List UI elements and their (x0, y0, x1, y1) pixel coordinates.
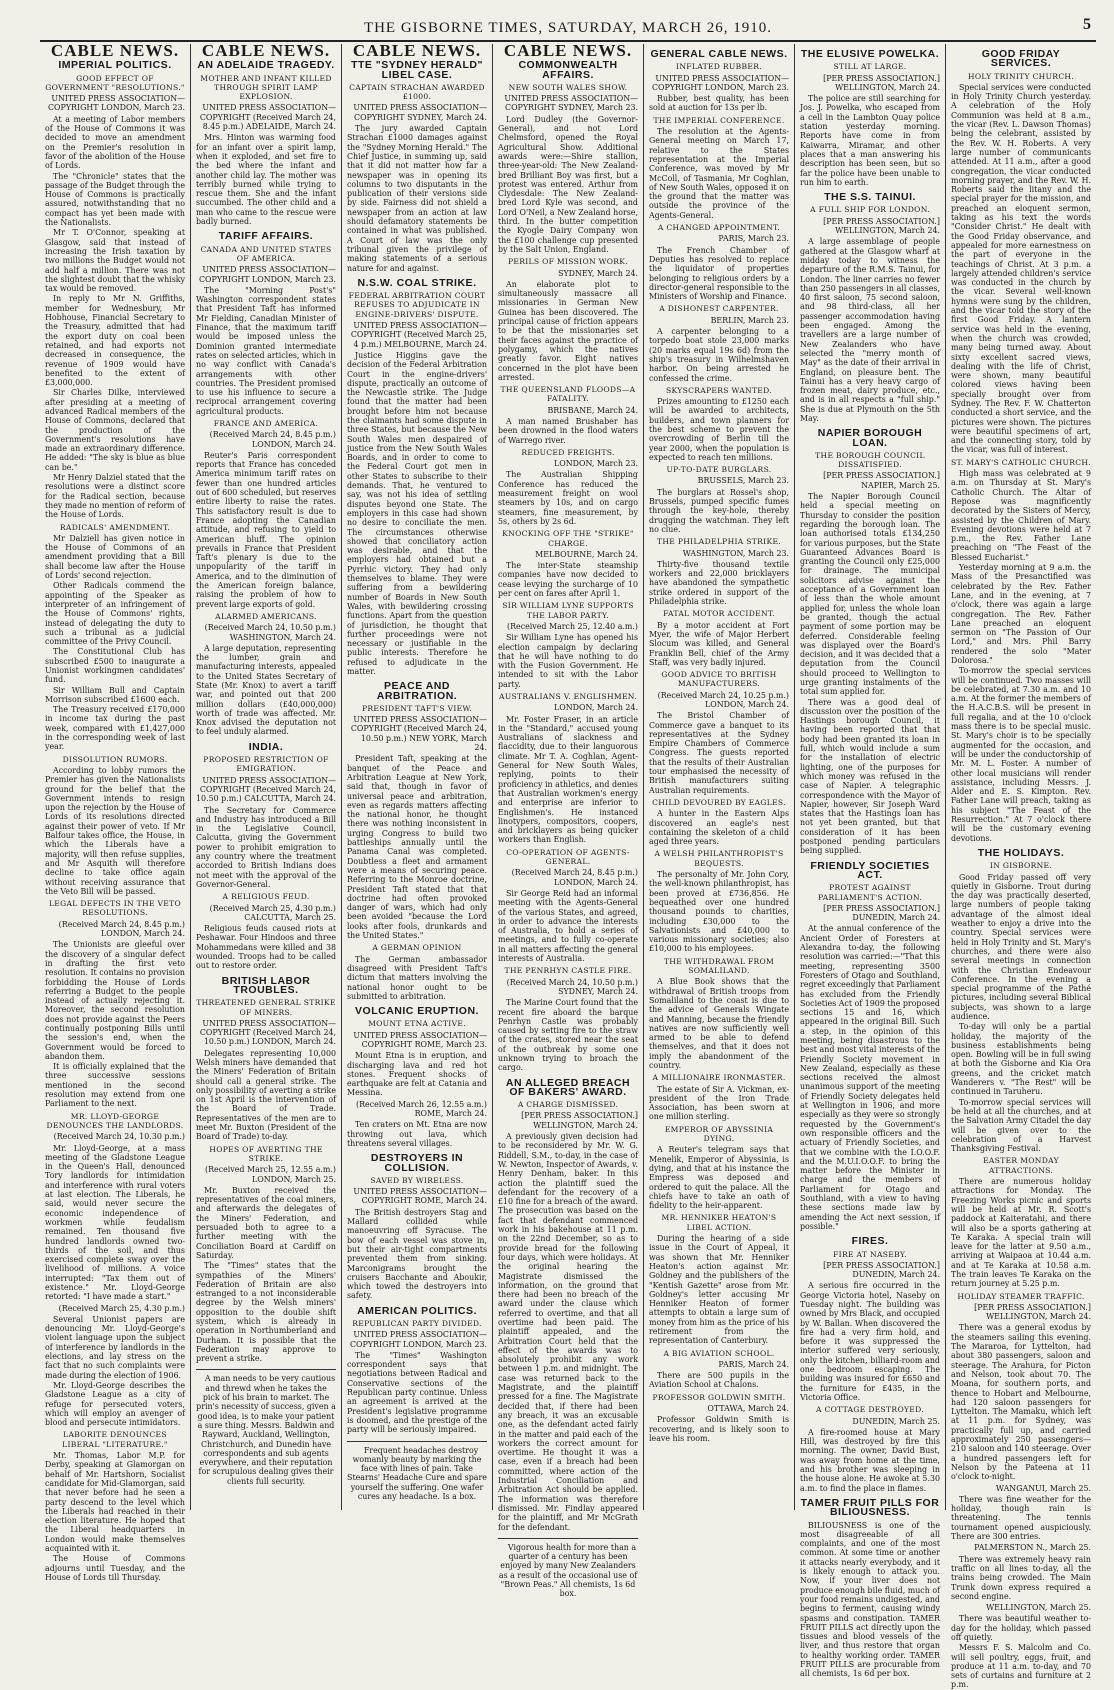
paragraph: Rubber, best quality, has been sold at auction for 13s per lb. (649, 94, 789, 113)
subheading: A FULL SHIP FOR LONDON. (810, 205, 930, 215)
section-heading: AN ALLEGED BREACH OF BAKERS' AWARD. (505, 1076, 631, 1098)
subheading: REDUCED FREIGHTS. (521, 447, 615, 457)
paragraph: Mr. Lloyd-George describes the Gladstone League as a city of refuge for persecuted voters, which will employ an avenger of blood and persecute intimidators. (45, 1380, 185, 1428)
subheading: A BIG AVIATION SCHOOL. (663, 1348, 775, 1358)
subheading: PROFESSOR GOLDWIN SMITH. (652, 1392, 786, 1402)
subheading: LEGAL DEFECTS IN THE VETO RESOLUTIONS. (48, 899, 182, 918)
subheading: CANADA AND UNITED STATES OF AMERICA. (200, 244, 332, 263)
dateline: UNITED PRESS ASSOCIATION—COPYRIGHT SYDNEY, March 24. (353, 103, 487, 122)
dateline: UNITED PRESS ASSOCIATION—COPYRIGHT LONDON, March 23. (48, 94, 185, 113)
paragraph: Ten craters on Mt. Etna are now throwing out lava, which threatens several villages. (347, 1120, 487, 1148)
paragraph: Special services were conducted in Holy Trinity Church yesterday. A celebration of the Holy Communion was held at 8 a.m., the vicar (Rev. L. Dawson Thomas) being the celebrant, assisted by the Rev. W. H. Roberts. A very large number of communicants attended. At 11 a.m., after a good congregation, the vicar conducted morning prayer, and the Rev. W. H. Roberts said the litany and the special prayer for the mission, and preached an eloquent sermon, taking as his text the words "Consider Christ." He dealt with the Good Friday observance, and appealed for more earnestness on the part of everyone in the teachings of Christ. At 3 p.m. a largely attended children's service was conducted in the church by the vicar. Several well-known hymns were sung by the children, and the vicar told the story of the first Good Friday. A lantern service was held in the evening, when the church was crowded, many being turned away. About sixty excellent sacred views, dealing with the life of Christ, were shown, many beautiful colored views having been specially brought over from Sydney. The Rev. F. W. Chatterton conducted a short service, and the pictures were shown. The pictures were beautiful specimens of art, and the connecting story, told by the vicar, was full of interest. (951, 82, 1091, 455)
dateline: [PER PRESS ASSOCIATION.] WELLINGTON, March 24. (823, 216, 940, 236)
columns (40, 41, 1096, 1690)
dateline: BRISBANE, March 24. (547, 405, 638, 415)
paragraph: There was a good deal of discussion over the position of the Hastings borough Council, it having been reported that that body had been granted its loan in full, which would include a sum for the installation of electric lighting, one of the purposes for which money was refused in the case of Napier. A telegraphic correspondence with the Mayor of Napier, however, Sir Joseph Ward states that the Hastings loan has not yet been granted, but that consideration of it has been postponed pending particulars being supplied. (800, 697, 940, 856)
dateline: PALMERSTON N., March 25. (974, 1543, 1091, 1553)
paragraph: There are 500 pupils in the Aviation School at Chalons. (649, 1371, 789, 1390)
subheading: PROPOSED RESTRICTION OF EMIGRATION. (203, 755, 329, 774)
subheading: SKYSCRAPERS WANTED. (666, 385, 772, 395)
dateline: (Received March 24, 8.45 p.m.) LONDON, March 24. (58, 919, 185, 939)
paragraph: Messrs F. S. Malcolm and Co. will sell poultry, eggs, fruit, and produce at 11 a.m. to-day, and 70 sets of curtains and furniture at 2 p.m. (951, 1643, 1091, 1690)
section-heading: VOLCANIC ERUPTION. (355, 1005, 479, 1018)
subheading: THE BOROUGH COUNCIL DISSATISFIED. (815, 450, 925, 470)
section-heading: THE HOLIDAYS. (977, 846, 1065, 859)
paragraph: Good Friday passed off very quietly in Gisborne. Trout during the day was practically deserted, large numbers of people taking advantage of the almost ideal weather to enjoy a drive into the country. Special services were held in Holy Trinity and St. Mary's churches, and there were also several meetings in connection with the Christian Endeavour Conference. In the evening a special programme of the Pathé pictures, including several Biblical subjects, was shown to a large audience. (951, 872, 1091, 1021)
section-heading: INDIA. (248, 740, 284, 753)
column-heading: CABLE NEWS. (201, 41, 331, 60)
paragraph: A fire-roomed house at Mary Hill, was destroyed by fire this morning. The owner, David Bust, was away from home at the time, and his brother was sleeping in the house alone. He awoke at 5.30 a.m. to find the place in flames. (800, 1427, 940, 1493)
section-heading: TAMER FRUIT PILLS FOR BILIOUSNESS. (800, 1496, 940, 1519)
subheading: REPUBLICAN PARTY DIVIDED. (352, 1319, 482, 1328)
dateline: UNITED PRESS ASSOCIATION—COPYRIGHT (Received March 25, 4 p.m.) MELBOURNE, March 24. (350, 321, 487, 349)
dateline: [PER PRESS ASSOCIATION.] WELLINGTON, March 24. (974, 1302, 1091, 1322)
subheading: GOOD ADVICE TO BRITISH MANUFACTURERS. (661, 670, 777, 689)
section-heading: GENERAL CABLE NEWS. (650, 48, 788, 60)
advertisement: Frequent headaches destroy womanly beauty by marking the face with lines of pain. Take Stearns' Headache Cure and spare yourself the suffering. One wafer cures any headache. Is a box. (347, 1441, 487, 1502)
dateline: WANGANUI, March 25. (995, 1483, 1091, 1493)
dateline: LONDON, March 23. (554, 459, 638, 469)
column-heading: CABLE NEWS. (352, 41, 482, 60)
paragraph: During the hearing of a side issue in the Court of Appeal, it was shown that Mr. Henniker Heaton's action against Mr. Goldney and the publishers of the "Kentish Gazette" arose from Mr. Goldney's letter accusing Mr Henniker Heaton of former attempts to obtain a large sum of money from him as the price of his retirement from the representation of Canterbury. (649, 1234, 789, 1346)
paragraph: The "Chronicle" states that the passage of the Budget through the House of Commons is practically assured, notwithstanding that no compact has yet been made with the Nationalists. (45, 171, 185, 228)
subheading: FATAL MOTOR ACCIDENT. (663, 609, 775, 619)
column-6 (794, 44, 945, 1679)
subheading: THE QUEENSLAND FLOODS—A FATALITY. (500, 385, 636, 404)
dateline: (Received March 24, 10.50 p.m.) SYDNEY, March 24. (506, 977, 638, 996)
dateline: (Received March 25, 12.55 a.m.) LONDON, March 25. (205, 1165, 336, 1184)
subheading: DISSOLUTION RUMORS. (62, 754, 168, 764)
paragraph: The resolution at the Agents-General meeting on March 17, relative to the States representation at the Imperial Conference, was moved by Mr McColl, of Tasmania, Mr Coghlan, of New South Wales, opposed it on the ground that the matter was outside the province of the Agents-General. (649, 127, 789, 220)
section-heading: THE ELUSIVE POWELKA. (800, 48, 940, 60)
subheading: PRESIDENT TAFT'S VIEW. (361, 703, 472, 713)
paragraph: There was extremely heavy rain traffic on all lines to-day, all the trains being crowded. The Main Trunk down express required a second engine. (951, 1554, 1091, 1601)
subheading: THE PHILADELPHIA STRIKE. (656, 537, 782, 547)
paragraph: Yesterday morning at 9 a.m. the Mass of the Presanctified was celebrated by the Rev. Father Lane, and in the evening, at 7 o'clock, there was again a large congregation. The Rev. Father Lane preached an eloquent sermon on "The Passion of Our Lord," and Mrs. Phil Barry rendered the solo "Mater Dolorosa." (951, 563, 1091, 665)
paragraph: The "Morning Post's" Washington correspondent states that President Taft has informed Mr Fielding, Canadian Minister of Finance, that the maximum tariff would be imposed unless the Dominion granted intermediate rates on selected articles, which in no way conflict with Canada's arrangements with other countries. The President promised to use his influence to secure a reciprocal arrangement covering agricultural products. (196, 285, 336, 416)
section-heading: AN ADELAIDE TRAGEDY. (197, 59, 335, 72)
dateline: (Received March 24, 10.50 p.m.) WASHINGTON, March 24. (204, 623, 336, 642)
paragraph: By a motor accident at Fort Myer, the wife of Major Herbert Slocum was killed, and General Franklin Bell, chief of the Army Staff, was very badly injured. (649, 620, 789, 667)
dateline: (Received March 25, 4.30 p.m.) (58, 1303, 185, 1313)
paragraph: The Bristol Chamber of Commerce gave a banquet to its representatives at the Sydney Empire Chambers of Commerce Congress. The guests reported that the results of their Australian tour emphasised the necessity of British manufacturers suiting Australian requirements. (649, 711, 789, 795)
paragraph: Justice Higgins gave the decision of the Federal Arbitration Court in the engine-drivers' dispute, practically an outcome of the Newcastle strike. The Judge found that the matter had been brought before him not because the claimants had some dispute in three States, but because the New South Wales men despaired of justice from the New South Wales Boards, and in order to come to the Federal Court got men in other States to subscribe to their demands. That, he ventured to say, was not his idea of settling disputes beyond one State. The employers in this case had shown no desire to conciliate the men. The circumstances otherwise showed that conciliatory action was desirable, and that the employers had obtained but a Pyrrhic victory. They had only themselves to blame. They were suffering from a bewildering number of Boards in New South Wales, with bewildering crossing functions. Apart from the question of jurisdiction, he thought that further proceedings were not necessary or justifiable in the public interests. Therefore he refused to adjudicate in the matter. (347, 350, 487, 676)
paragraph: Mr Henry Dalziel stated that the resolutions were a distinct score for the Radical section, because they made no mention of reform of the House of Lords. (45, 473, 185, 520)
dateline: PARIS, March 24. (718, 1359, 789, 1369)
paragraph: A large assemblage of people gathered at the Glasgow wharf at midday today to witness the departure of the R.M.S. Tainui, for London. The liner carries no fewer than 250 passengers in all classes, 40 first saloon, 75 second saloon, and 98 third-class, all her passenger accommodation having been engaged. Among the travellers are a large number of New Zealanders who have selected the "merry month of May" as the date of their arrival in England, on pleasure bent. The Tainui has a very heavy cargo of frozen meat, dairy produce, etc., and is in all respects a "full ship." She is due at Plymouth on the 5th May. (800, 237, 940, 423)
paragraph: Mr. Thomas, Labor M.P. for Derby, speaking at Glamorgan on behalf of Mr. Hartshorn, Socialist candidate for Mid-Glamorgan, said that never before had he seen a party descend to the level which the Liberals had reached in their election literature. He hoped that the Liberal headquarters in London would make themselves acquainted with it. (45, 1451, 185, 1554)
subheading: HOLY TRINITY CHURCH. (967, 71, 1075, 81)
section-heading: GOOD FRIDAY SERVICES. (981, 48, 1061, 70)
paragraph: Other Radicals commend the appointing of the Speaker as interpreter of an infringement of the House of Commons' rights, instead of delegating the duty to such a tribunal as a judicial committee of the Privy Council. (45, 581, 185, 647)
subheading: SIR WILLIAM LYNE SUPPORTS THE LABOR PARTY. (502, 601, 634, 620)
dateline: UNITED PRESS ASSOCIATION—COPYRIGHT LONDON, March 23. (652, 73, 789, 92)
paragraph: Sir Charles Dilke, interviewed after presiding at a meeting of advanced Radical members of the House of Commons, declared that the production of the Government's resolutions have made an extraordinary difference. He added: "The sky is blue as blue can be." (45, 388, 185, 472)
subheading: CO-OPERATION OF AGENTS-GENERAL. (506, 847, 630, 867)
dateline: [PER PRESS ASSOCIATION.] WELLINGTON, March 24. (521, 1111, 638, 1130)
subheading: THE PENRHYN CASTLE FIRE. (504, 966, 632, 976)
subheading: THE WITHDRAWAL FROM SOMALILAND. (663, 956, 775, 976)
paragraph: The Treasury received £170,000 in income tax during the past week, compared with £1,427,000 in the corresponding week of last year. (45, 705, 185, 752)
paragraph: A Blue Book shows that the withdrawal of British troops from Somaliland to the coast is due to the advice of Generals Wingate and Manning, because the friendly natives are now sufficiently well armed to be able to defend themselves, and that it does not imply the abandonment of the country. (649, 977, 789, 1070)
paragraph: According to lobby rumors the Premier has given the Nationalists ground for the belief that the Government intends to resign upon the rejection by the House of Lords of its resolutions directed against their power of veto. If Mr Balfour takes office, the House, in which the Liberals have a majority, will then refuse supplies, and Mr Asquith will therefore decline to take office again without receiving assurance that the Veto Bill will be passed. (45, 765, 185, 896)
subheading: A GERMAN OPINION (372, 943, 462, 953)
section-heading: AMERICAN POLITICS. (357, 1304, 477, 1317)
paragraph: Mrs. Hinton was warming food for an infant over a spirit lamp, when it exploded, and set fire to the bed where the infant and another child lay. The mother was terribly burned while trying to rescue them. She and the infant succumbed. The other child and a man who came to the rescue were badly burned. (196, 133, 336, 227)
paragraph: Professor Goldwin Smith is recovering, and is likely soon to leave his room. (649, 1415, 789, 1443)
paragraph: The Unionists are gleeful over the discovery of a singular defect in drafting the first veto resolution. It contains no provision forbidding the House of Lords referring a Budget to the people instead of actually rejecting it. Moreover, the second resolution does not provide against the Peers continually postponing Bills until the session's end, when the Government would be forced to abandon them. (45, 940, 185, 1061)
column-heading: CABLE NEWS. (503, 41, 633, 60)
paragraph: It is officially explained that the three successive sessions mentioned in the second resolution may extend from one Parliament to the next. (45, 1062, 185, 1109)
dateline: [PER PRESS ASSOCIATION.] DUNEDIN, March 24. (823, 1260, 940, 1280)
subheading: FRANCE AND AMERICA. (213, 418, 319, 428)
paragraph: There was beautiful weather to-day for the holiday, which passed off quietly. (951, 1614, 1091, 1642)
paragraph: BILIOUSNESS is one of the most disagreeable of all complaints, and one of the most common. At some time or another it attacks nearly everybody, and it is likely enough to attack you. Now, if your liver does not produce enough bile fluid, much of your food remains undigested, and begins to ferment, causing windy spasms and constipation. TAMER FRUIT PILLS act directly upon the tissues and blood vessels of the liver, and thus restore that organ to healthy working order. TAMER FRUIT PILLS are procurable from all chemists, 1s 6d per box. (800, 1520, 940, 1679)
column-heading: CABLE NEWS. (50, 41, 180, 60)
subheading: CAPTAIN STRACHAN AWARDED £1000. (349, 82, 485, 102)
paragraph: The Australian Shipping Conference has reduced the measurement freight on wool steamers by 10s, and on cargo steamers, fine measurement, by 5s, others by 2s 6d. (498, 470, 638, 526)
dateline: UNITED PRESS ASSOCIATION—COPYRIGHT SYDNEY, March 23. (504, 94, 638, 113)
advertisement: Vigorous health for more than a quarter of a century has been enjoyed by many New Zealanders as a result of the occasional use of "Brown Peas." All chemists, 1s 6d box. (498, 1538, 638, 1599)
paragraph: Mount Etna is in eruption, and discharging lava and red hot stones. Frequent shocks of earthquake are felt at Catania and Messina. (347, 1051, 487, 1098)
dateline: UNITED PRESS ASSOCIATION—COPYRIGHT LONDON, March 23. (199, 265, 336, 284)
paragraph: At the annual conference of the Ancient Order of Foresters at Alexandra to-day, the following resolution was carried:—"That this meeting, representing 3500 Foresters of Otago and Southland, regret exceedingly that Parliament has excluded from the Friendly Societies Act of 1909 the proposed sections 15 and 16, which appeared in the original Bill. Such a step, in the opinion of this meeting, being disastrous to the best and most vital interests of the Friendly Society movement in New Zealand, especially as these sections received the almost unanimous support of the meeting of Friendly Society delegates held at Wellington in 1906, and more especially as they were so strongly requested by the Government's own responsible officers and the actuary of Friendly Societies, and that we combine with the I.O.O.F. and the M.U.I.O.O.F. to bring the matter before the Minister in charge and the members of Parliament for Otago and Southland, with a view to having these sections made law by amending the Act next session, if possible." (800, 924, 940, 1231)
subheading: MR. HENNIKER HEATON'S LIBEL ACTION. (661, 1213, 777, 1232)
dateline: SYDNEY, March 24. (558, 268, 638, 278)
dateline: UNITED PRESS ASSOCIATION—COPYRIGHT (Received March 24, 10.50 p.m.) NEW YORK, March 24. (350, 715, 487, 753)
paragraph: The "Times" states that the sympathies of the Miners' Federation of Britain are also estranged to a not inconsiderable degree by the Welsh miners' opposition to the double shift system, which is already in operation in Northumberland and Durham. It is possible that the Federation may approve to prevent a strike. (196, 1261, 336, 1364)
paragraph: The Marine Court found that the recent fire aboard the barque Penrhyn Castle was probably caused by setting fire to the straw of the crates, stored near the seat of the outbreak by some one unknown trying to broach the cargo. (498, 998, 638, 1073)
dateline: (Received March 25, 4.30 p.m.) CALCUTTA, March 25. (209, 903, 336, 922)
paragraph: The Napier Borough Council held a special meeting on Thursday to consider the position regarding the borough loan. The loan authorised totals £134,250 for various purposes, but the State Guaranteed Advances Board is granting the Council only £25,000 for drainage. The municipal solicitors advise against the acceptance of a Government loan of less than the whole amount applied for, unless the whole loan be granted, though the actual payment of some portion may be deferred. Considerable feeling was displayed over the Board's decision, and it was decided that a deputation from the Council should proceed to Wellington to urge granting instalments of the total sum applied for. (800, 492, 940, 697)
section-heading: TARIFF AFFAIRS. (218, 230, 314, 243)
section-heading: THE S.S. TAINUI. (824, 191, 916, 204)
dateline: WASHINGTON, March 23. (682, 548, 789, 558)
column-1 (40, 41, 190, 1582)
section-heading: COMMONWEALTH AFFAIRS. (518, 59, 618, 81)
paragraph: A Reuter's telegram says that Menelik, Emperor of Abyssinia, is dying, and that at his instance the Empress was deposed and ordered to quit the palace. All the chiefs have to take an oath of fidelity to the heir-apparent. (649, 1145, 789, 1211)
paragraph: The House of Commons adjourns until Tuesday, and the House of Lords till Thursday. (45, 1554, 185, 1582)
section-heading: DESTROYERS IN COLLISION. (370, 1152, 464, 1174)
subheading: HOLIDAY STEAMER TRAFFIC. (957, 1291, 1085, 1301)
subheading: THE IMPERIAL CONFERENCE. (653, 115, 785, 125)
section-heading: FRIENDLY SOCIETIES ACT. (810, 859, 930, 881)
dateline: (Received March 26, 12.55 a.m.) ROME, March 24. (356, 1099, 487, 1119)
paragraph: The German ambassador disagreed with President Taft's dictum that matters involving the national honor ought to be submitted to arbitration. (347, 954, 487, 1001)
section-heading: TTE "SYDNEY HERALD" LIBEL CASE. (351, 59, 483, 81)
dateline: UNITED PRESS ASSOCIATION—COPYRIGHT (Received March 24, 10.50 p.m.) LONDON, March 24. (199, 1018, 336, 1047)
column-5 (643, 44, 794, 1510)
subheading: MOUNT ETNA ACTIVE. (368, 1019, 466, 1029)
paragraph: Sir George Reid had an informal meeting with the Agents-General of the various States, and agreed, in order to advance the interests of Australia, to hold a series of meetings, and to fully co-operate in all matters affecting the general interests of Australia. (498, 888, 638, 964)
paragraph: There was a general exodus by the steamers sailing this evening. The Mararoa, for Lyttelton, had about 380 passengers, saloon and steerage. The Arahura, for Picton and Nelson, took about 70. The Moana, for southern ports, and thence to Hobart and Melbourne, had 120 saloon passengers for Lyttelton. The Mamaku, which left at 11 p.m. for Sydney, was practically full up, and carried approximately 250 passengers—210 saloon and 140 steerage. Over a hundred passengers left for Nelson by the Pateena at 11 o'clock to-night. (951, 1323, 1091, 1482)
paragraph: To-morrow special services will be held at all the churches, and at the Salvation Army Citadel the day will be given over to the celebration of a Harvest Thanksgiving Festival. (951, 1097, 1092, 1154)
paragraph: The French Chamber of Deputies has resolved to replace the liquidator of properties belonging to religious orders by a director-general responsible to the Ministers of Worship and Finance. (649, 245, 789, 302)
subheading: A WELSH PHILANTHROPIST'S BEQUESTS. (654, 849, 784, 868)
subheading: A MILLIONAIRE IRONMASTER. (652, 1073, 786, 1083)
column-3 (341, 41, 492, 1510)
dateline: (Received March 24, 8.45 p.m.) LONDON, March 24. (511, 868, 638, 887)
subheading: MR. LLOYD-GEORGE DENOUNCES THE LANDLORDS. (46, 1111, 184, 1130)
paragraph: The "Times" Washington correspondent says that negotiations between Radical and Conservative sections of the Republican party continue. Unless an agreement is arrived at the President's legislative programme is doomed, and the prestige of the party will be seriously impaired. (347, 1350, 487, 1435)
paragraph: There are numerous holiday attractions for Monday. The Freezing Works picnic and sports will be held at Mr. R. Scott's paddock at Kaiteratahi, and there will also be a sports gathering at Te Karaka. A special train will leave for the latter at 9.50 a.m., arriving at Waipaoa at 10.44 a.m. and at Te Karaka at 10.58 a.m. The train leaves Te Karaka on the return journey at 5.25 p.m. (951, 1177, 1091, 1289)
paragraph: Several Unionist papers are denouncing Mr. Lloyd-George's violent language upon the subject of interference by landlords in the elections, and lay stress on the fact that no such complaints were made during the election of 1906. (45, 1314, 185, 1380)
dateline: PARIS, March 23. (718, 234, 789, 244)
paragraph: At a meeting of Labor members of the House of Commons it was decided to move an amendment on the Premier's resolution in favor of the abolition of the House of Lords. (45, 114, 185, 171)
subheading: EASTER MONDAY ATTRACTIONS. (983, 1156, 1059, 1175)
subheading: UP-TO-DATE BURGLARS. (666, 465, 772, 475)
section-heading: BRITISH LABOR TROUBLES. (221, 974, 311, 996)
subheading: HOPES OF AVERTING THE STRIKE. (209, 1144, 323, 1163)
paragraph: President Taft, speaking at the banquet of the Peace and Arbitration League at New York, said that, though in favor of universal peace and arbitration, even as regards matters affecting the national honor, he thought there was nothing inconsistent in urging Congress to build two battleships annually until the Panama Canal was completed. Doubtless a fleet and armament were a means of securing peace. Referring to the Monroe doctrine, President Taft stated that that doctrine had often provoked danger of wars, which had only been avoided "because the Lord looks after fools, drunkards and the United States." (347, 754, 487, 941)
subheading: AUSTRALIANS V. ENGLISHMEN. (499, 692, 637, 701)
paragraph: High mass was celebrated at 9 a.m. on Thursday at St. Mary's Catholic Church. The Altar of Repose was magnificently decorated by the Sisters of Mercy, assisted by the Children of Mary. Evening devotions were held at 7 p.m., the Rev. Father Lane preaching on "The Feast of the Blessed Eucharist." (951, 469, 1091, 562)
dateline: [PER PRESS ASSOCIATION.] DUNEDIN, March 24. (823, 903, 940, 923)
dateline: [PER PRESS ASSOCIATION.] WELLINGTON, March 24. (823, 73, 940, 92)
paragraph: Mr. Lloyd-George, at a mass meeting of the Gladstone League in the Queen's Hall, denounced Tory landlords for intimidation and interference with rural voters at last election. The Liberals, he said, would never secure the economic independence of workmen while feudalism remained. Ten thousand five hundred landlords owned two-thirds of the soil, and thus exercised complete sway over the livelihood of millions. A voice interrupted: "Tax them out of existence." Mr. Lloyd-George retorted: "I have made a start." (45, 1143, 185, 1302)
subheading: IN GISBORNE. (989, 861, 1053, 871)
dateline: MELBOURNE, March 24. (535, 549, 638, 559)
subheading: ST. MARY'S CATHOLIC CHURCH. (951, 457, 1091, 467)
section-heading: IMPERIAL POLITICS. (58, 59, 172, 72)
paragraph: A hunter in the Eastern Alps discovered an eagle's nest containing the skeleton of a child aged three years. (649, 809, 789, 847)
section-heading: NAPIER BOROUGH LOAN. (817, 427, 923, 449)
dateline: LONDON, March 24. (554, 703, 638, 713)
subheading: RADICALS' AMENDMENT. (59, 522, 171, 532)
dateline: OTTAWA, March 24. (707, 1404, 789, 1414)
paragraph: The burglars at Rossel's shop, Brussels, pumped specific fumes through the key-hole, thereby drugging the watchman. They left no clue. (649, 487, 789, 534)
subheading: INFLATED RUBBER. (676, 62, 762, 72)
subheading: SAVED BY WIRELESS. (370, 1175, 464, 1185)
column-4 (492, 41, 643, 1599)
paragraph: A large deputation, representing the lumber, grain and manufacturing interests, appealed to the United States Secretary of State (Mr. Knox) to avert a tariff war, and pointed out that 200 million dollars (£40,000,000) worth of trade was affected. Mr. Knox advised the deputation not to feel unduly alarmed. (196, 643, 336, 737)
masthead (40, 16, 1096, 42)
paragraph: The jury awarded Captain Strachan £1000 damages against the "Sydney Morning Herald." The Chief Justice, in summing up, said that it did not matter how far a newspaper was in opening its columns to two disputants in the publication of their versions side by side. Fairness did not shield a newspaper from an action at law should defamatory statements be contained in what was published. A Court of law was the only tribunal given the privilege of making statements of a serious nature for and against. (347, 124, 487, 273)
subheading: LABORITE DENOUNCES LIBERAL "LITERATURE." (62, 1430, 168, 1449)
dateline: UNITED PRESS ASSOCIATION—COPYRIGHT LONDON, March 23. (350, 1330, 487, 1349)
subheading: A CHARGE DISMISSED. (517, 1100, 619, 1110)
paragraph: Reuter's Paris correspondent reports that France has conceded America minimum tariff rates on fewer than one hundred articles out of 600 scheduled, but reserves entire liberty to raise the rates. This satisfactory result is due to France adopting the Canadian attitude, and refusing to yield to American bluff. The opinion prevails in France that President Taft's plenary is due to the unpopularity of the tariff in America, and to the diminution of the American foreign balance, raising the problem of how to prevent large exports of gold. (196, 450, 336, 609)
paragraph: Thirty-five thousand textile workers and 22,000 bricklayers have abandoned the sympathetic strike ordered in support of the Philadelphia strike. (649, 559, 789, 607)
paragraph: Religious feuds caused riots at Peshawar. Four Hindoos and three Mohammedans were killed and 38 wounded. Troops had to be called out to restore order. (196, 924, 336, 971)
dateline: WELLINGTON, March 25. (986, 1603, 1091, 1613)
subheading: ALARMED AMERICANS. (215, 611, 317, 621)
subheading: GOOD EFFECT OF GOVERNMENT "RESOLUTIONS." (45, 73, 185, 92)
paragraph: Delegates representing 10,000 Welsh miners have demanded that the Miners' Federation of Britain should call a general strike. The only possibility of averting a strike on 1st April is the intervention of the Board of Trade. Representatives of the men are to meet Mr. Buxton (President of the Board of Trade) to-day. (196, 1048, 336, 1142)
page-number: 5 (1083, 16, 1092, 33)
subheading: A DISHONEST CARPENTER. (659, 304, 779, 314)
column-2 (190, 41, 341, 1510)
paragraph: Lord Dudley (the Governor-General), and not Lord Chelmsford, opened the Royal Agricultural Show. Additional awards were:—Shire stallion, three-year-old: The New Zealand-bred Brilliant Boy was first, but a protest was entered. Arthur from Clydesdale: The New Zealand-bred Lord Kyle was second, and Lord O'Neil, a New Zealand horse, third. In the butter competition the Kyogle Dairy Company won the £100 challenge cup presented by the Salt Union, England. (498, 114, 638, 254)
dateline: UNITED PRESS ASSOCIATION—COPYRIGHT ROME, March 23. (353, 1030, 487, 1049)
dateline: BERLIN, March 23. (710, 315, 789, 325)
paragraph: In reply to Mr N. Griffiths, member for Wednesbury, Mr Hobhouse, Financial Secretary to the Treasury, admitted that had the export duty on coal been retained, and had exports not decreased in consequence, the revenue of 1909 would have benefited to the extent of £3,000,000. (45, 294, 185, 388)
dateline: (Received March 24, 10.30 p.m.) (53, 1132, 185, 1142)
dateline: [PER PRESS ASSOCIATION.] NAPIER, March 25. (823, 471, 940, 490)
subheading: FEDERAL ARBITRATION COURT REFUSES TO ADJUDICATE IN ENGINE-DRIVERS' DISPUTE. (348, 291, 486, 319)
paragraph: The inter-State steamship companies have now decided to cease levying the surcharge of 10 per cent on fares after April 1. (498, 561, 638, 599)
subheading: A CHANGED APPOINTMENT. (657, 223, 781, 233)
subheading: PROTEST AGAINST PARLIAMENT'S ACTION. (817, 883, 923, 902)
paragraph: The British destroyers Stag and Mallard collided while manoeuvring off Syracuse. The bow of each vessel was stove in, but their air-tight compartments prevented them from sinking. Marconigrams brought the cruisers Bacchante and Aboukir, which towed the destroyers into safety. (347, 1207, 487, 1301)
dateline: UNITED PRESS ASSOCIATION—COPYRIGHT (Received March 24, 8.45 p.m.) ADELAIDE, March 24. (199, 103, 336, 132)
section-heading: N.S.W. COAL STRIKE. (357, 276, 477, 289)
paragraph: The estate of Sir A. Vickman, ex-president of the Iron Trade Association, has been sworn at one million sterling. (649, 1084, 789, 1122)
paragraph: A previously given decision had to be reconsidered by Mr. W. G. Riddell, S.M., to-day, in the case of W. Newton, Inspector of Awards, v. Henry Denham, baker. In this action the plaintiff sued the defendant for the recovery of a £10 fine for a breach of the award. The prosecution was based on the fact that defendant commenced work in his bakehouse at 11 p.m. on the 22nd December, so as to provide bread for the following four days, which were holidays. At the original hearing the Magistrate dismissed the information, on the ground that there had been no breach of the award under the clause which referred to overtime, and that all overtime had been paid. The plaintiff appealed, and the Arbitration Court held that the effect of the awards was to absolutely prohibit any work between 1 p.m. and midnight. The case was returned back to the Magistrate, and the plaintiff pressed for a fine. The Magistrate decided that, if there had been any breach, it was an excusable one, as the defendant acted fairly in the matter and paid each of the workers the correct amount for overtime. He thought it was a case, even if a breach had been committed, where action of the Industrial Conciliation and Arbitration Act should be applied. The information was therefore dismissed. Mr. Findlay appeared for the plaintiff, and Mr McGrath for the defendant. (498, 1132, 638, 1532)
subheading: PERILS OF MISSION WORK. (507, 257, 628, 267)
paragraph: A carpenter belonging to a torpedo boat stole 23,000 marks (20 marks equal 19s 6d) from the ship's treasury in Wilhelmshaven harbor. On being arrested he confessed the crime. (649, 327, 789, 383)
paragraph: Mr. Buxton received the representatives of the coal miners, and afterwards the delegates of the Miners' Federation, and persuaded both to agree to a further meeting with the Conciliation Board at Cardiff on Saturday. (196, 1185, 336, 1260)
subheading: FIRE AT NASEBY. (833, 1249, 907, 1259)
subheading: CHILD DEVOURED BY EAGLES. (652, 797, 786, 807)
paragraph: There was fine weather for the holiday, though rain is threatening. The tennis tournament opened auspiciously. There are 300 entries. (951, 1494, 1091, 1542)
column-7 (945, 44, 1096, 1690)
masthead-title: THE GISBORNE TIMES, SATURDAY, MARCH 26, 1910. (363, 19, 773, 36)
subheading: NEW SOUTH WALES SHOW. (508, 82, 628, 92)
paragraph: The Constitutional Club has subscribed £500 to inaugurate a Unionist workingmen candidates' fund. (45, 647, 185, 685)
subheading: KNOCKING OFF THE "STRIKE" CHARGE. (502, 529, 634, 548)
dateline: (Received March 25, 12.40 a.m.) (507, 621, 638, 631)
paragraph: The personalty of Mr. John Cory, the well-known philanthropist, has been proved at £736,856. He bequeathed over one hundred thousand pounds to charities, including £30,000 to the Salvationists and £40,000 to various missionary societies; also £10,000 to his employees. (649, 870, 789, 954)
dateline: BRUSSELS, March 23. (697, 476, 789, 486)
dateline: (Received March 24, 8.45 p.m.) LONDON, March 24. (209, 430, 336, 449)
subheading: A COTTAGE DESTROYED. (816, 1405, 924, 1415)
paragraph: Sir William Lyne has opened his election campaign by declaring that he will have nothing to do with the Fusion Government. He intended to sit with the Labor party. (498, 633, 638, 689)
dateline: UNITED PRESS ASSOCIATION—COPYRIGHT (Received March 24, 10.50 p.m.) CALCUTTA, March 24. (196, 775, 336, 804)
paragraph: A man named Brushaber has been drowned in the flood waters of Warrego river. (498, 416, 638, 445)
paragraph: Sir William Bull and Captain Morrison subscribed £1600 each. (45, 685, 185, 704)
paragraph: Prizes amounting to £1250 each will be awarded to architects, builders, and town planners for the best scheme to prevent the overcrowding of Berlin till the year 2000, when the population is expected to reach ten millions. (649, 397, 789, 462)
dateline: (Received March 24, 10.25 p.m.) LONDON, March 24. (657, 690, 789, 709)
paragraph: The Secretary for Commerce and Industry has introduced a Bill in the Legislative Council, Calcutta, giving the Government power to prohibit emigration to any country where the treatment accorded to British Indians does not meet with the approval of the Governor-General. (196, 805, 336, 889)
dateline: DUNEDIN, March 25. (852, 1416, 940, 1426)
subheading: A RELIGIOUS FEUD. (222, 892, 310, 902)
dateline: UNITED PRESS ASSOCIATION—COPYRIGHT ROME, March 24. (353, 1187, 487, 1206)
paragraph: Mr T. O'Connor, speaking at Glasgow, said that instead of increasing the Irish taxation by two millions the Budget would not add half a million. There was not the slightest doubt that the whisky tax would be removed. (45, 228, 185, 294)
paragraph: An elaborate plot to simultaneously massacre all missionaries in German New Guinea has been discovered. The principal cause of friction appears to be that the missionaries set their faces against the practice of polygamy, which the natives greatly favor. Eight natives concerned in the plot have been arrested. (498, 279, 638, 382)
paragraph: Mr. Foster Fraser, in an article in the "Standard," accused young Australians of slackness and flaccidity, due to their languorous climate. Mr T. A. Coghlan, Agent-General for New South Wales, replying, points to their proficiency in athletics, and denies that Australian workmen's energy and enterprise are inferior to Englishmen's. He instanced linotypers, compositors, coopers, and bricklayers as being quicker workers than English. (498, 714, 638, 845)
paragraph: A serious fire occurred in the George Victoria hotel, Naseby on Tuesday night. The building was owned by Mrs Black, and occupied by W. Ballan. When discovered the fire had a very firm hold, and before it was suppressed the interior suffered very seriously, only the kitchen, billiard-room and one bedroom escaping. The building was insured for £650 and the furniture for £435, in the Victoria Office. (800, 1281, 940, 1402)
section-heading: FIRES. (851, 1235, 889, 1248)
paragraph: To-morrow the special services will be continued. Two masses will be celebrated, at 7.30 a.m. and 10 a.m. At the former the members of the H.A.C.B.S. will be present in full regalia, and at the 10 o'clock mass there is to be special music. St. Mary's choir is to be specially augmented for the occasion, and will be under the conductorship of Mr. M. L. Foster. A number of other local musicians will render assistance, including Messrs. J. Alder and E. S. Kimpton. Rev. Father Lane will preach, taking as his subject "The Feast of the Resurrection." At 7 o'clock there will be the customary evening devotions. (951, 666, 1091, 843)
subheading: MOTHER AND INFANT KILLED THROUGH SPIRIT LAMP EXPLOSION. (200, 73, 332, 102)
subheading: THREATENED GENERAL STRIKE OF MINERS. (196, 998, 336, 1017)
paragraph: The police are still searching for Jos. J. Powelka, who escaped from a cell in the Lambton Quay police station yesterday morning. Reports have come in from Kaiwarra, Miramar, and other places that a man answering his description has been seen, but so far the police have been unable to run him to earth. (800, 94, 940, 187)
paragraph: Mr Dalziell has given notice in the House of Commons of an amendment providing that a Bill shall become law after the House of Lords' second rejection. (45, 533, 185, 581)
subheading: STILL AT LARGE. (833, 62, 907, 72)
paragraph: To-day will only be a partial holiday, the majority of the business establishments being open. Bowling will be in full swing at both the Gisborne and Kia Ora greens, and the cricket match Wanderers v. "The Rest" will be continued in Taruheru. (951, 1022, 1091, 1097)
advertisement: A man needs to be very cautious and threwd when he takes the pick of his brain to market. The prin's necessity of success, given a good idea, is to make your patient a sure thing. Messrs. Baldwin and Rayward, Auckland, Wellington, Christchurch, and Dunedin have correspondents and sub agents everywhere, and their reputation for scrupulous dealing gives their clients full security. (196, 1369, 336, 1486)
subheading: EMPEROR OF ABYSSINIA DYING. (664, 1124, 774, 1144)
section-heading: PEACE AND ARBITRATION. (376, 680, 458, 702)
